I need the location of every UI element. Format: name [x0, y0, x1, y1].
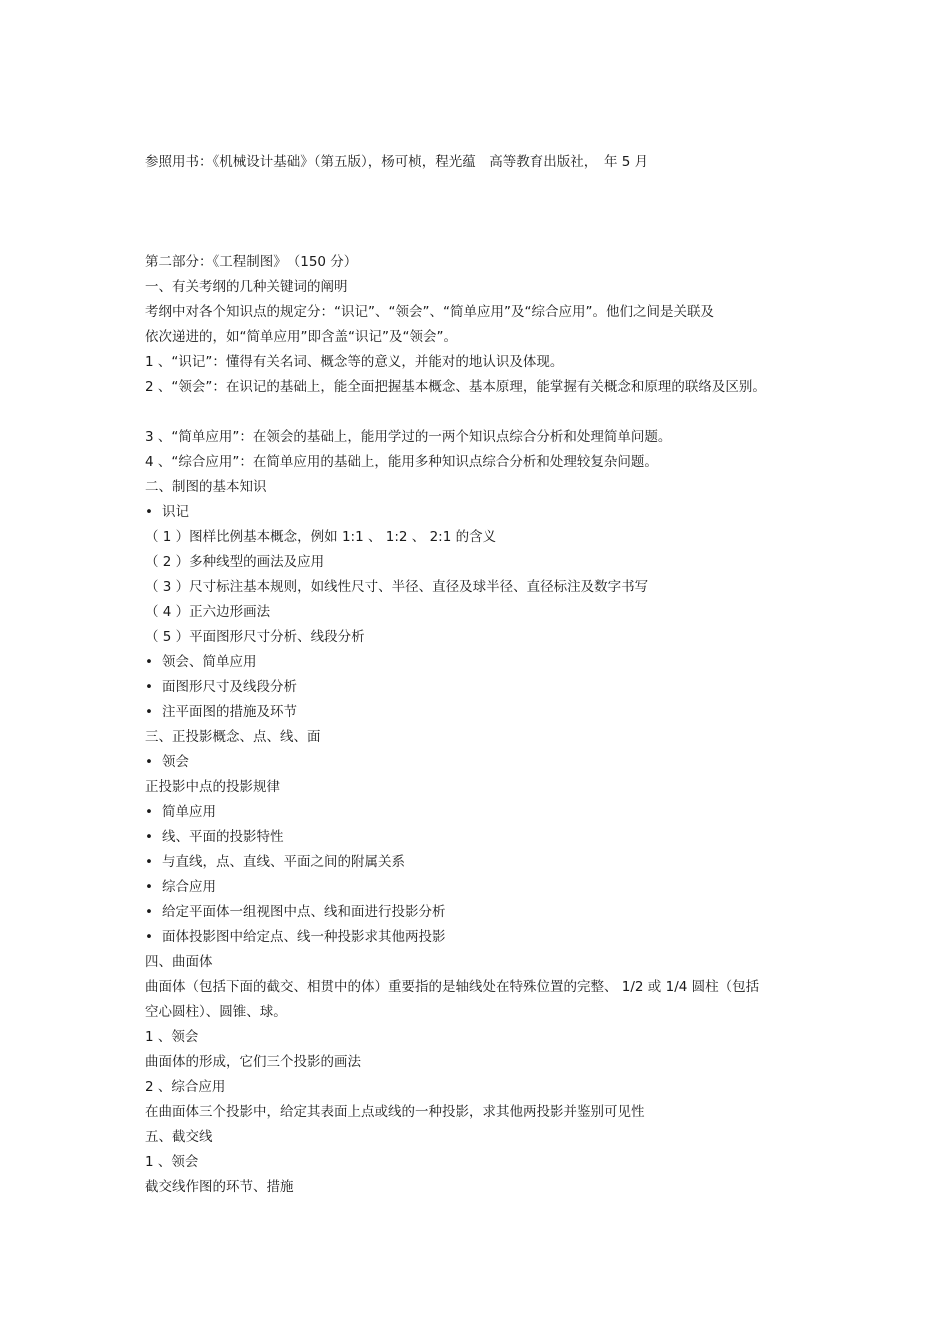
paragraph-line: 1 、“识记”：懂得有关名词、概念等的意义，并能对的地认识及体现。 — [145, 354, 564, 370]
list-item: （ 3 ）尺寸标注基本规则，如线性尺寸、半径、直径及球半径、直径标注及数字书写 — [145, 579, 649, 595]
paragraph-line: 2 、“领会”：在识记的基础上，能全面把握基本概念、基本原理，能掌握有关概念和原理的联络及区别。 — [145, 379, 766, 395]
section-heading: 二、制图的基本知识 — [145, 479, 267, 495]
section-heading: 五、截交线 — [145, 1129, 213, 1145]
bullet-item: • 领会、简单应用 — [145, 653, 257, 671]
paragraph-line: 依次递进的，如“简单应用”即含盖“识记”及“领会”。 — [145, 329, 457, 345]
bullet-item: • 识记 — [145, 503, 189, 521]
paragraph-line: 3 、“简单应用”：在领会的基础上，能用学过的一两个知识点综合分析和处理简单问题。 — [145, 429, 672, 445]
paragraph-line: 曲面体的形成，它们三个投影的画法 — [145, 1054, 361, 1070]
list-item: （ 1 ）图样比例基本概念，例如 1:1 、 1:2 、 2:1 的含义 — [145, 529, 497, 545]
list-item: （ 2 ）多种线型的画法及应用 — [145, 554, 325, 570]
paragraph-line: 曲面体（包括下面的截交、相贯中的体）重要指的是轴线处在特殊位置的完整、 1/2 或 1/4 圆柱（包括 — [145, 979, 760, 995]
list-item: （ 4 ）正六边形画法 — [145, 604, 271, 620]
paragraph-line: 4 、“综合应用”：在简单应用的基础上，能用多种知识点综合分析和处理较复杂问题。 — [145, 454, 658, 470]
bullet-item: • 简单应用 — [145, 803, 216, 821]
paragraph-line: 1 、领会 — [145, 1154, 199, 1170]
bullet-item: • 面体投影图中给定点、线一种投影求其他两投影 — [145, 928, 446, 946]
section-heading: 一、有关考纲的几种关键词的阐明 — [145, 279, 348, 295]
part-title: 第二部分：《工程制图》 （150 分） — [145, 254, 358, 270]
paragraph-line: 2 、综合应用 — [145, 1079, 226, 1095]
reference-book-line: 参照用书：《机械设计基础》（第五版），杨可桢，程光蕴 高等教育出版社， 年 5 月 — [145, 154, 649, 170]
paragraph-line: 在曲面体三个投影中，给定其表面上点或线的一种投影，求其他两投影并鉴别可见性 — [145, 1104, 645, 1120]
bullet-item: • 注平面图的措施及环节 — [145, 703, 297, 721]
paragraph-line: 考纲中对各个知识点的规定分：“识记”、“领会”、“简单应用”及“综合应用”。他们之间是关联及 — [145, 304, 714, 320]
bullet-item: • 与直线，点、直线、平面之间的附属关系 — [145, 853, 405, 871]
paragraph-line: 空心圆柱）、圆锥、球。 — [145, 1004, 287, 1020]
bullet-item: • 领会 — [145, 753, 189, 771]
bullet-item: • 综合应用 — [145, 878, 216, 896]
paragraph-line: 1 、领会 — [145, 1029, 199, 1045]
bullet-item: • 线、平面的投影特性 — [145, 828, 284, 846]
section-heading: 四、曲面体 — [145, 954, 213, 970]
bullet-item: • 面图形尺寸及线段分析 — [145, 678, 297, 696]
paragraph-line: 正投影中点的投影规律 — [145, 779, 280, 795]
bullet-item: • 给定平面体一组视图中点、线和面进行投影分析 — [145, 903, 446, 921]
paragraph-line: 截交线作图的环节、措施 — [145, 1179, 294, 1195]
list-item: （ 5 ）平面图形尺寸分析、线段分析 — [145, 629, 365, 645]
section-heading: 三、正投影概念、点、线、面 — [145, 729, 321, 745]
